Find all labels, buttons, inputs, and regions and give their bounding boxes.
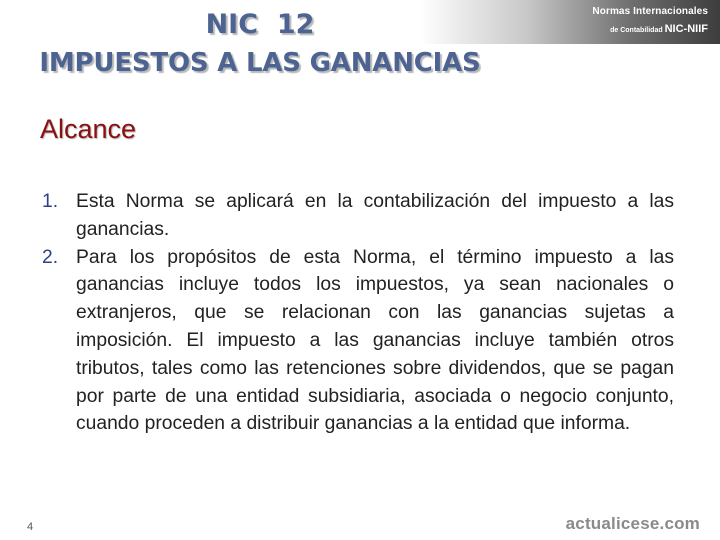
list-item-number: 1. <box>42 191 59 212</box>
list-item-text: Esta Norma se aplicará en la contabilización del impuesto a las ganancias. <box>76 191 674 240</box>
list-item <box>42 244 674 439</box>
logo-line2-small: de Contabilidad <box>610 27 663 34</box>
slide-title <box>0 6 520 82</box>
list-item <box>42 188 674 244</box>
slide-title-line1: NIC 12 <box>205 9 315 40</box>
section-subtitle: Alcance <box>40 114 137 144</box>
logo-line2-big: NIC-NIIF <box>664 23 708 35</box>
numbered-list <box>42 188 674 438</box>
nic-niif-logo <box>562 6 710 40</box>
logo-line2 <box>610 19 708 37</box>
slide-title-line2: IMPUESTOS A LAS GANANCIAS <box>39 48 481 78</box>
page-number: 4 <box>27 521 34 533</box>
logo-line1: Normas Internacionales <box>592 6 708 17</box>
list-item-number: 2. <box>42 246 59 268</box>
list-item-text: Para los propósitos de esta Norma, el término impuesto a las ganancias incluye todos los impuestos, ya sean nacionales o extranjeros, que se relacionan con las ganancias sujetas a imposición. El impuesto a las ganancias incluye también otros tributos, tales como las retenciones sobre dividendos, que se pagan por parte de una entidad subsidiaria, asociada o negocio conjunto, cuando proceden a distribuir ganancias a la entidad que informa. <box>76 246 674 435</box>
footer-brand-logo: actualicese.com <box>565 514 700 533</box>
